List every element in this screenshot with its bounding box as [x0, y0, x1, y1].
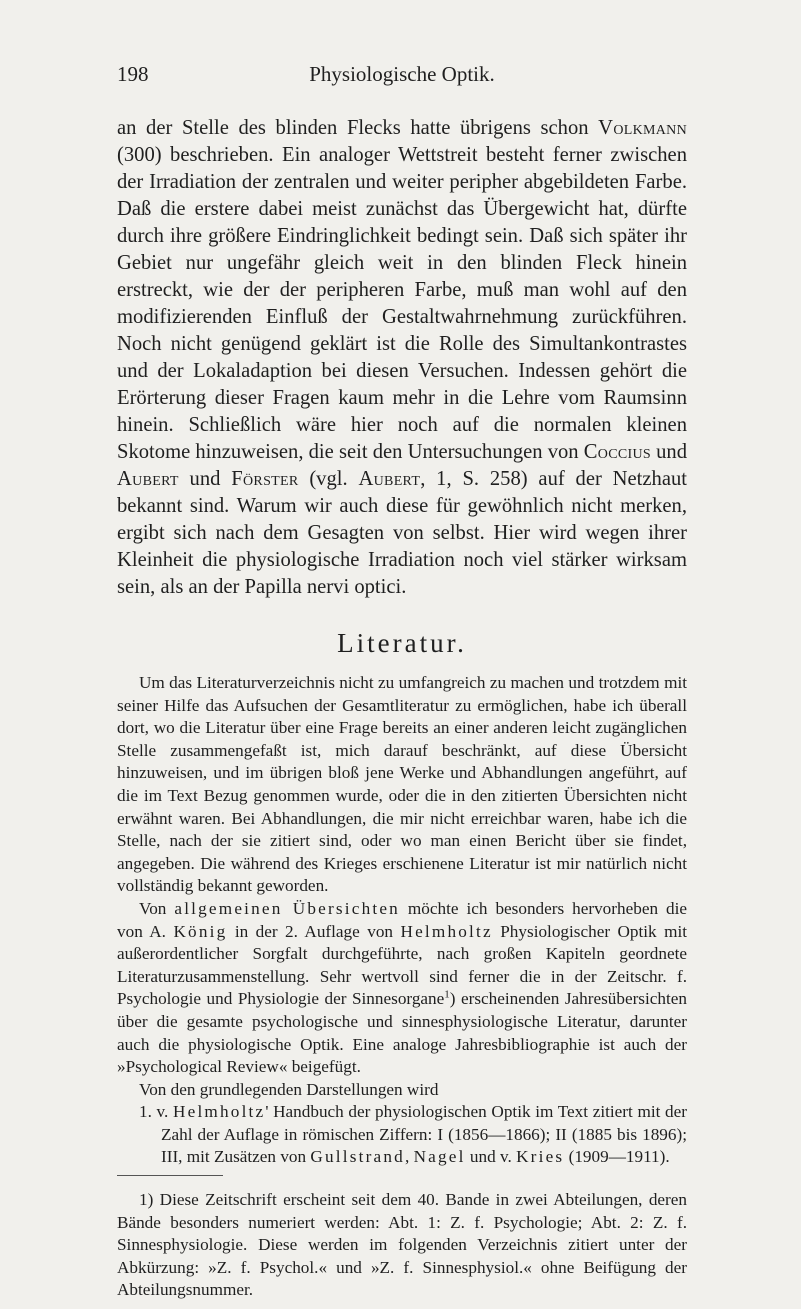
literature-paragraph [117, 898, 687, 1079]
footnote [117, 1189, 687, 1302]
main-paragraph [117, 115, 687, 601]
main-text [117, 115, 687, 601]
text-span: 1. v. [139, 1102, 173, 1122]
text-span: Von [139, 898, 175, 918]
section-heading: Literatur. [337, 628, 467, 658]
footnote-divider [117, 1175, 223, 1176]
author-name: Helmholtz [400, 921, 493, 941]
author-name: Aubert [117, 468, 179, 490]
literature-paragraph: Um das Literaturverzeichnis nicht zu umfangreich zu machen und trotzdem mit seiner Hilfe das Aufsuchen der Gesamtliteratur zu ermöglichen, habe ich überall dort, wo die Literatur über eine Frage bereits an einer anderen leicht zugänglichen Stelle zusammengefaßt ist, mich darauf beschränkt, auf diese Übersicht hinzuweisen, und im übrigen bloß jene Werke und Abhandlungen angeführt, auf die im Text Bezug genommen wurde, oder die in den zitierten Übersichten nicht erwähnt waren. Bei Abhandlungen, die mir nicht erreichbar waren, habe ich die Stelle, nach der sie zitiert sind, oder wo man einen Bericht über sie findet, angegeben. Die während des Krieges erschienene Literatur ist mir natürlich nicht vollständig bekannt geworden. [117, 673, 687, 896]
footnote-marker: 1 [444, 988, 450, 1001]
literature-paragraph: Von den grundlegenden Darstellungen wird [139, 1079, 439, 1099]
author-name: Nagel [413, 1147, 466, 1167]
text-span: und v. [465, 1147, 517, 1167]
author-name: Coccius [583, 441, 651, 463]
text-span: ' Handbuch der physiologischen Optik im Text zitiert mit der Zahl der Auflage in römischen Ziffern: I (1856—1866); II (1885 bis 1896); III, mit Zusätzen von [161, 1102, 687, 1167]
page-number: 198 [117, 62, 149, 86]
author-name: Förster [231, 468, 299, 490]
text-span: (vgl. [298, 468, 359, 490]
author-name: Helmholtz [173, 1102, 266, 1122]
text-span: und [650, 441, 687, 463]
author-name: König [173, 921, 228, 941]
text-span: an der Stelle des blinden Flecks hatte übrigens schon [117, 117, 599, 139]
text-span: und [178, 468, 232, 490]
emphasis: allgemeinen Übersichten [174, 898, 400, 918]
text-span: , 1, S. 258) auf der Netzhaut bekannt sind. Warum wir auch diese für gewöhnlich nicht merken, ergibt sich nach dem Gesagten von selbst. Hier wird wegen ihrer Kleinheit die physiologische Irradiation noch viel stärker wirksam sein, als an der Papilla nervi optici. [117, 468, 687, 598]
text-span: (300) beschrieben. Ein analoger Wettstreit besteht ferner zwischen der Irradiation der zentralen und weiter peripher abgebildeten Farbe. Daß die erstere dabei meist zunächst das Übergewicht hat, dürfte durch ihre größere Eindringlichkeit bedingt sein. Daß sich später ihr Gebiet nur ungefähr gleich weit in den blinden Fleck hinein erstreckt, wie der der peripheren Farbe, muß man wohl auf den modifizierenden Einfluß der Gestaltwahrnehmung zurückführen. Noch nicht genügend geklärt ist die Rolle des Simultankontrastes und der Lokaladaption bei diesen Versuchen. Indessen gehört die Erörterung dieser Fragen kaum mehr in die Lehre vom Raumsinn hinein. Schließlich wäre hier noch auf die normalen kleinen Skotome hinzuweisen, die seit den Untersuchungen von [117, 144, 687, 463]
literature-list-item [117, 1101, 687, 1169]
running-title: Physiologische Optik. [309, 62, 495, 86]
text-span: möchte ich besonders hervorheben die von A. [117, 898, 688, 941]
text-span: (1909—1911). [564, 1147, 670, 1167]
author-name: Volkmann [598, 117, 687, 139]
author-name: Kries [516, 1147, 565, 1167]
text-span: Physiologischer Optik mit außerordentlicher Sorgfalt durchgeführte, nach großen Kapiteln geordnete Literaturzusammenstellung. Sehr wertvoll sind ferner die in der Zeitschr. f. Psychologie und Physiologie der Sinnesorgane [117, 921, 688, 1009]
text-span: in der 2. Auflage von [227, 921, 401, 941]
footnote-text: 1) Diese Zeitschrift erscheint seit dem 40. Bande in zwei Abteilungen, deren Bände besonders numeriert werden: Abt. 1: Z. f. Psychologie; Abt. 2: Z. f. Sinnesphysiologie. Diese werden im folgenden Verzeichnis zitiert unter der Abkürzung: »Z. f. Psychol.« und »Z. f. Sinnesphysiol.« ohne Beifügung der Abteilungsnummer. [117, 1190, 687, 1300]
page-header [117, 62, 687, 92]
author-name: Aubert [358, 468, 421, 490]
text-span: , [404, 1147, 414, 1167]
text-span: ) erscheinenden Jahresübersichten über die gesamte psychologische und sinnesphysiologische Literatur, darunter auch die physiologische Optik. Eine analoge Jahresbibliographie ist auch der »Psychological Review« beigefügt. [117, 989, 687, 1077]
literature-section [117, 672, 687, 1169]
author-name: Gullstrand [310, 1147, 405, 1167]
